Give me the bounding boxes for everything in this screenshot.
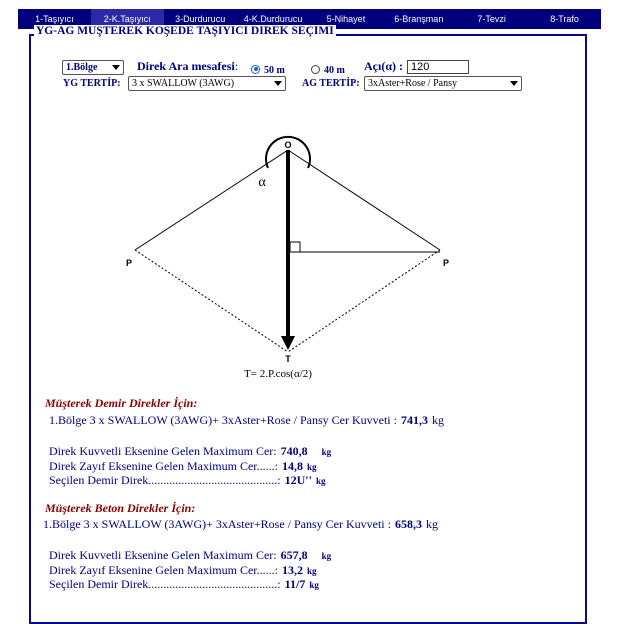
right-dashed-line bbox=[288, 250, 440, 352]
concrete-row2-unit: kg bbox=[306, 566, 317, 576]
tab-k-tasiyici[interactable]: 2-K.Taşıyıcı bbox=[91, 9, 164, 29]
span-option-50-label: 50 m bbox=[264, 65, 285, 76]
steel-summary-unit: kg bbox=[431, 413, 444, 427]
formula-text: T= 2.P.cos(α/2) bbox=[244, 368, 312, 380]
tab-tevzi[interactable]: 7-Tevzi bbox=[477, 14, 506, 24]
steel-summary bbox=[49, 411, 444, 429]
concrete-row-selected bbox=[49, 575, 319, 593]
concrete-row2-value: 13,2 bbox=[281, 563, 303, 577]
steel-row1-label: Direk Kuvvetli Eksenine Gelen Maximum Cer: bbox=[49, 444, 277, 458]
ag-label: AG TERTİP: bbox=[302, 78, 360, 89]
steel-row1-unit: kg bbox=[321, 447, 332, 457]
steel-summary-text: 1.Bölge 3 x SWALLOW (3AWG)+ 3xAster+Rose / Pansy Cer Kuvveti : bbox=[49, 413, 397, 427]
steel-summary-value: 741,3 bbox=[400, 413, 428, 427]
angle-symbol: α bbox=[258, 175, 266, 190]
arrow-head-icon bbox=[281, 336, 295, 350]
angle-input[interactable]: 120 bbox=[407, 60, 469, 74]
concrete-heading: Müşterek Beton Direkler İçin: bbox=[45, 501, 196, 515]
steel-row1-value: 740,8 bbox=[280, 444, 308, 458]
steel-row2-label: Direk Zayıf Eksenine Gelen Maximum Cer......: bbox=[49, 459, 278, 473]
concrete-row1-unit: kg bbox=[321, 551, 332, 561]
concrete-summary-text: 1.Bölge 3 x SWALLOW (3AWG)+ 3xAster+Rose / Pansy Cer Kuvveti : bbox=[43, 517, 391, 531]
panel-legend: YG-AG MUŞTEREK KOŞEDE TAŞIYICI DIREK SEÇIMI bbox=[36, 25, 334, 37]
concrete-summary-value: 658,3 bbox=[394, 517, 422, 531]
span-option-40-label: 40 m bbox=[324, 65, 345, 76]
span-colon: : bbox=[234, 59, 239, 73]
angle-label: Açı(α) : bbox=[364, 59, 404, 73]
concrete-row2-label: Direk Zayıf Eksenine Gelen Maximum Cer......: bbox=[49, 563, 278, 577]
tab-trafo[interactable]: 8-Trafo bbox=[550, 14, 579, 24]
tab-durdurucu[interactable]: 3-Durdurucu bbox=[175, 14, 226, 24]
span-label: Direk Ara mesafesi bbox=[137, 59, 235, 73]
point-p-left: P bbox=[125, 258, 133, 268]
yg-label: YG TERTİP: bbox=[63, 78, 121, 89]
ag-select-value: 3xAster+Rose / Pansy bbox=[368, 78, 457, 89]
concrete-row3-unit: kg bbox=[309, 580, 319, 590]
concrete-row1-value: 657,8 bbox=[280, 548, 308, 562]
right-angle-icon bbox=[290, 242, 300, 252]
steel-heading: Müşterek Demir Direkler İçin: bbox=[45, 396, 198, 410]
left-force-line bbox=[135, 150, 288, 250]
steel-row3-value: 12U'' bbox=[284, 473, 312, 487]
point-p-right: P bbox=[442, 258, 450, 268]
steel-row2-value: 14,8 bbox=[281, 459, 303, 473]
steel-row3-unit: kg bbox=[315, 476, 326, 486]
region-select-value: 1.Bölge bbox=[66, 62, 98, 73]
steel-row2-unit: kg bbox=[306, 462, 317, 472]
tab-nihayet[interactable]: 5-Nihayet bbox=[326, 14, 366, 24]
tab-tasiyici[interactable]: 1-Taşıyıcı bbox=[35, 14, 74, 24]
concrete-row3-value: 11/7 bbox=[284, 577, 306, 591]
tab-k-durdurucu[interactable]: 4-K.Durdurucu bbox=[243, 14, 303, 24]
concrete-summary-unit: kg bbox=[425, 517, 438, 531]
right-force-line bbox=[288, 150, 440, 250]
left-dashed-line bbox=[135, 250, 288, 352]
point-o: O bbox=[284, 140, 292, 150]
yg-select-value: 3 x SWALLOW (3AWG) bbox=[132, 78, 235, 89]
concrete-row1-label: Direk Kuvvetli Eksenine Gelen Maximum Cer: bbox=[49, 548, 277, 562]
steel-row3-label: Seçilen Demir Direk...........................................: bbox=[49, 473, 281, 487]
tab-bransman[interactable]: 6-Branşman bbox=[394, 14, 444, 24]
concrete-summary bbox=[43, 515, 438, 533]
point-t: T bbox=[285, 354, 291, 364]
concrete-row3-label: Seçilen Demir Direk...........................................: bbox=[49, 577, 281, 591]
steel-row-selected bbox=[49, 471, 326, 489]
